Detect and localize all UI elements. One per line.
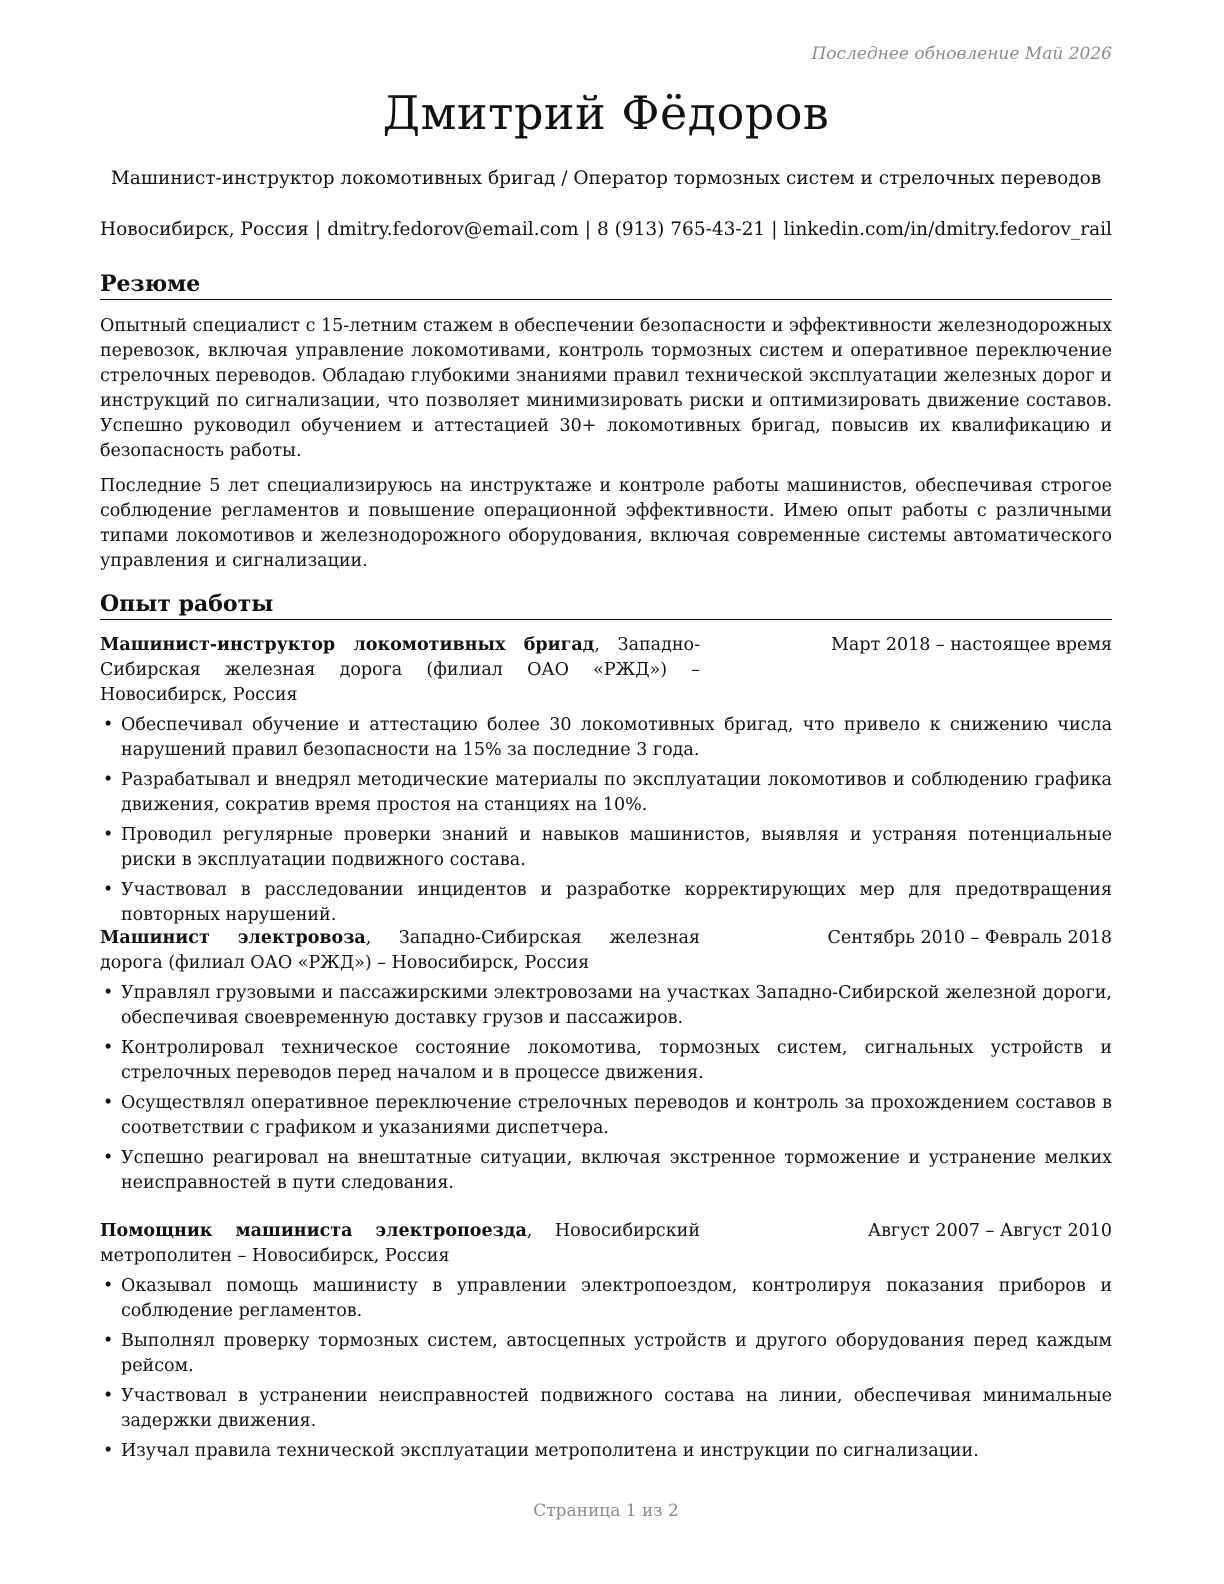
job-employer: , Новосибирский метрополитен – Новосибирск, Россия bbox=[100, 1221, 700, 1266]
bullet-icon: • bbox=[103, 715, 114, 735]
job-bullet-text: Разрабатывал и внедрял методические материалы по эксплуатации локомотивов и соблюдению графика движения, сократив время простоя на станциях на 10%. bbox=[121, 770, 1112, 815]
job-dates: Сентябрь 2010 – Февраль 2018 bbox=[827, 928, 1112, 948]
bullet-icon: • bbox=[103, 1038, 114, 1058]
candidate-subtitle: Машинист-инструктор локомотивных бригад / Оператор тормозных систем и стрелочных переводов bbox=[110, 168, 1102, 189]
job-bullet bbox=[100, 1274, 1112, 1324]
job-header bbox=[100, 633, 1112, 708]
job-bullet bbox=[100, 981, 1112, 1031]
bullet-icon: • bbox=[103, 770, 114, 790]
job-bullet-text: Управлял грузовыми и пассажирскими электровозами на участках Западно-Сибирской железной дороги, обеспечивая своевременную доставку грузов и пассажиров. bbox=[121, 983, 1112, 1028]
job-bullets bbox=[100, 981, 1112, 1196]
job-bullet-text: Проводил регулярные проверки знаний и навыков машинистов, выявляя и устраняя потенциальные риски в эксплуатации подвижного состава. bbox=[121, 825, 1112, 870]
bullet-icon: • bbox=[103, 1331, 114, 1351]
job-bullet bbox=[100, 878, 1112, 928]
job-bullet-text: Осуществлял оперативное переключение стрелочных переводов и контроль за прохождением составов в соответствии с графиком и указаниями диспетчера. bbox=[121, 1093, 1112, 1138]
contact-separator: | bbox=[771, 219, 778, 240]
job-bullet bbox=[100, 1329, 1112, 1379]
job-role: Машинист электровоза bbox=[100, 928, 366, 948]
last-updated: Последнее обновление Май 2026 bbox=[811, 44, 1112, 64]
job-bullet-text: Участвовал в устранении неисправностей подвижного состава на линии, обеспечивая минимальные задержки движения. bbox=[121, 1386, 1112, 1431]
contact-linkedin[interactable]: linkedin.com/in/dmitry.fedorov_rail bbox=[783, 219, 1112, 240]
job-employer: , Западно-Сибирская железная дорога (филиал ОАО «РЖД») – Новосибирск, Россия bbox=[100, 928, 700, 973]
job-bullet-text: Контролировал техническое состояние локомотива, тормозных систем, сигнальных устройств и стрелочных переводов перед началом и в процессе движения. bbox=[121, 1038, 1112, 1083]
summary-paragraph-1: Опытный специалист с 15-летним стажем в обеспечении безопасности и эффективности железнодорожных перевозок, включая управление локомотивами, контроль тормозных систем и оперативное переключение стрелочных переводов. Обладаю глубокими знаниями правил технической эксплуатации железных дорог и инструкций по сигнализации, что позволяет минимизировать риски и оптимизировать движение составов. Успешно руководил обучением и аттестацией 30+ локомотивных бригад, повысив их квалификацию и безопасность работы. bbox=[100, 316, 1112, 461]
bullet-icon: • bbox=[103, 1093, 114, 1113]
job-dates: Август 2007 – Август 2010 bbox=[867, 1221, 1112, 1241]
summary-heading: Резюме bbox=[100, 271, 1112, 300]
page-number: Страница 1 из 2 bbox=[533, 1501, 679, 1521]
contact-separator: | bbox=[314, 219, 322, 240]
resume-page bbox=[100, 0, 1112, 1584]
bullet-icon: • bbox=[103, 880, 114, 900]
bullet-icon: • bbox=[103, 1441, 114, 1461]
contact-line bbox=[100, 219, 1112, 240]
job-bullets bbox=[100, 1274, 1112, 1464]
contact-location: Новосибирск, Россия bbox=[100, 219, 309, 240]
job-role: Помощник машиниста электропоезда bbox=[100, 1221, 527, 1241]
job-entry bbox=[100, 1219, 1112, 1469]
job-bullet-text: Участвовал в расследовании инцидентов и разработке корректирующих мер для предотвращения повторных нарушений. bbox=[121, 880, 1112, 925]
job-bullet bbox=[100, 713, 1112, 763]
bullet-icon: • bbox=[103, 1276, 114, 1296]
summary-paragraph-2: Последние 5 лет специализируюсь на инструктаже и контроле работы машинистов, обеспечивая строгое соблюдение регламентов и повышение операционной эффективности. Имею опыт работы с различными типами локомотивов и железнодорожного оборудования, включая современные системы автоматического управления и сигнализации. bbox=[100, 476, 1112, 571]
job-bullet bbox=[100, 1091, 1112, 1141]
bullet-icon: • bbox=[103, 1148, 114, 1168]
job-role: Машинист-инструктор локомотивных бригад bbox=[100, 635, 595, 655]
job-bullet bbox=[100, 1146, 1112, 1196]
job-title-line bbox=[100, 1219, 700, 1269]
experience-heading: Опыт работы bbox=[100, 591, 1112, 620]
candidate-name: Дмитрий Фёдоров bbox=[382, 86, 830, 140]
job-bullet-text: Изучал правила технической эксплуатации метрополитена и инструкции по сигнализации. bbox=[121, 1441, 979, 1461]
job-title-line bbox=[100, 633, 700, 708]
job-bullet-text: Выполнял проверку тормозных систем, автосцепных устройств и другого оборудования перед каждым рейсом. bbox=[121, 1331, 1112, 1376]
job-header bbox=[100, 926, 1112, 976]
bullet-icon: • bbox=[103, 1386, 114, 1406]
bullet-icon: • bbox=[103, 825, 114, 845]
bullet-icon: • bbox=[103, 983, 114, 1003]
job-header bbox=[100, 1219, 1112, 1269]
job-bullet bbox=[100, 768, 1112, 818]
contact-separator: | bbox=[584, 219, 591, 240]
job-dates: Март 2018 – настоящее время bbox=[831, 635, 1112, 655]
job-title-line bbox=[100, 926, 700, 976]
job-bullets bbox=[100, 713, 1112, 928]
contact-email[interactable]: dmitry.fedorov@email.com bbox=[327, 219, 579, 240]
job-bullet bbox=[100, 1036, 1112, 1086]
job-bullet-text: Успешно реагировал на внештатные ситуации, включая экстренное торможение и устранение мелких неисправностей в пути следования. bbox=[121, 1148, 1112, 1193]
job-bullet-text: Обеспечивал обучение и аттестацию более 30 локомотивных бригад, что привело к снижению числа нарушений правил безопасности на 15% за последние 3 года. bbox=[121, 715, 1112, 760]
job-bullet bbox=[100, 823, 1112, 873]
job-entry bbox=[100, 926, 1112, 1201]
job-entry bbox=[100, 633, 1112, 933]
job-bullet bbox=[100, 1439, 1112, 1464]
job-bullet bbox=[100, 1384, 1112, 1434]
contact-phone[interactable]: 8 (913) 765-43-21 bbox=[597, 219, 766, 240]
job-bullet-text: Оказывал помощь машинисту в управлении электропоездом, контролируя показания приборов и соблюдение регламентов. bbox=[121, 1276, 1112, 1321]
job-employer: , Западно-Сибирская железная дорога (филиал ОАО «РЖД») – Новосибирск, Россия bbox=[100, 635, 700, 705]
